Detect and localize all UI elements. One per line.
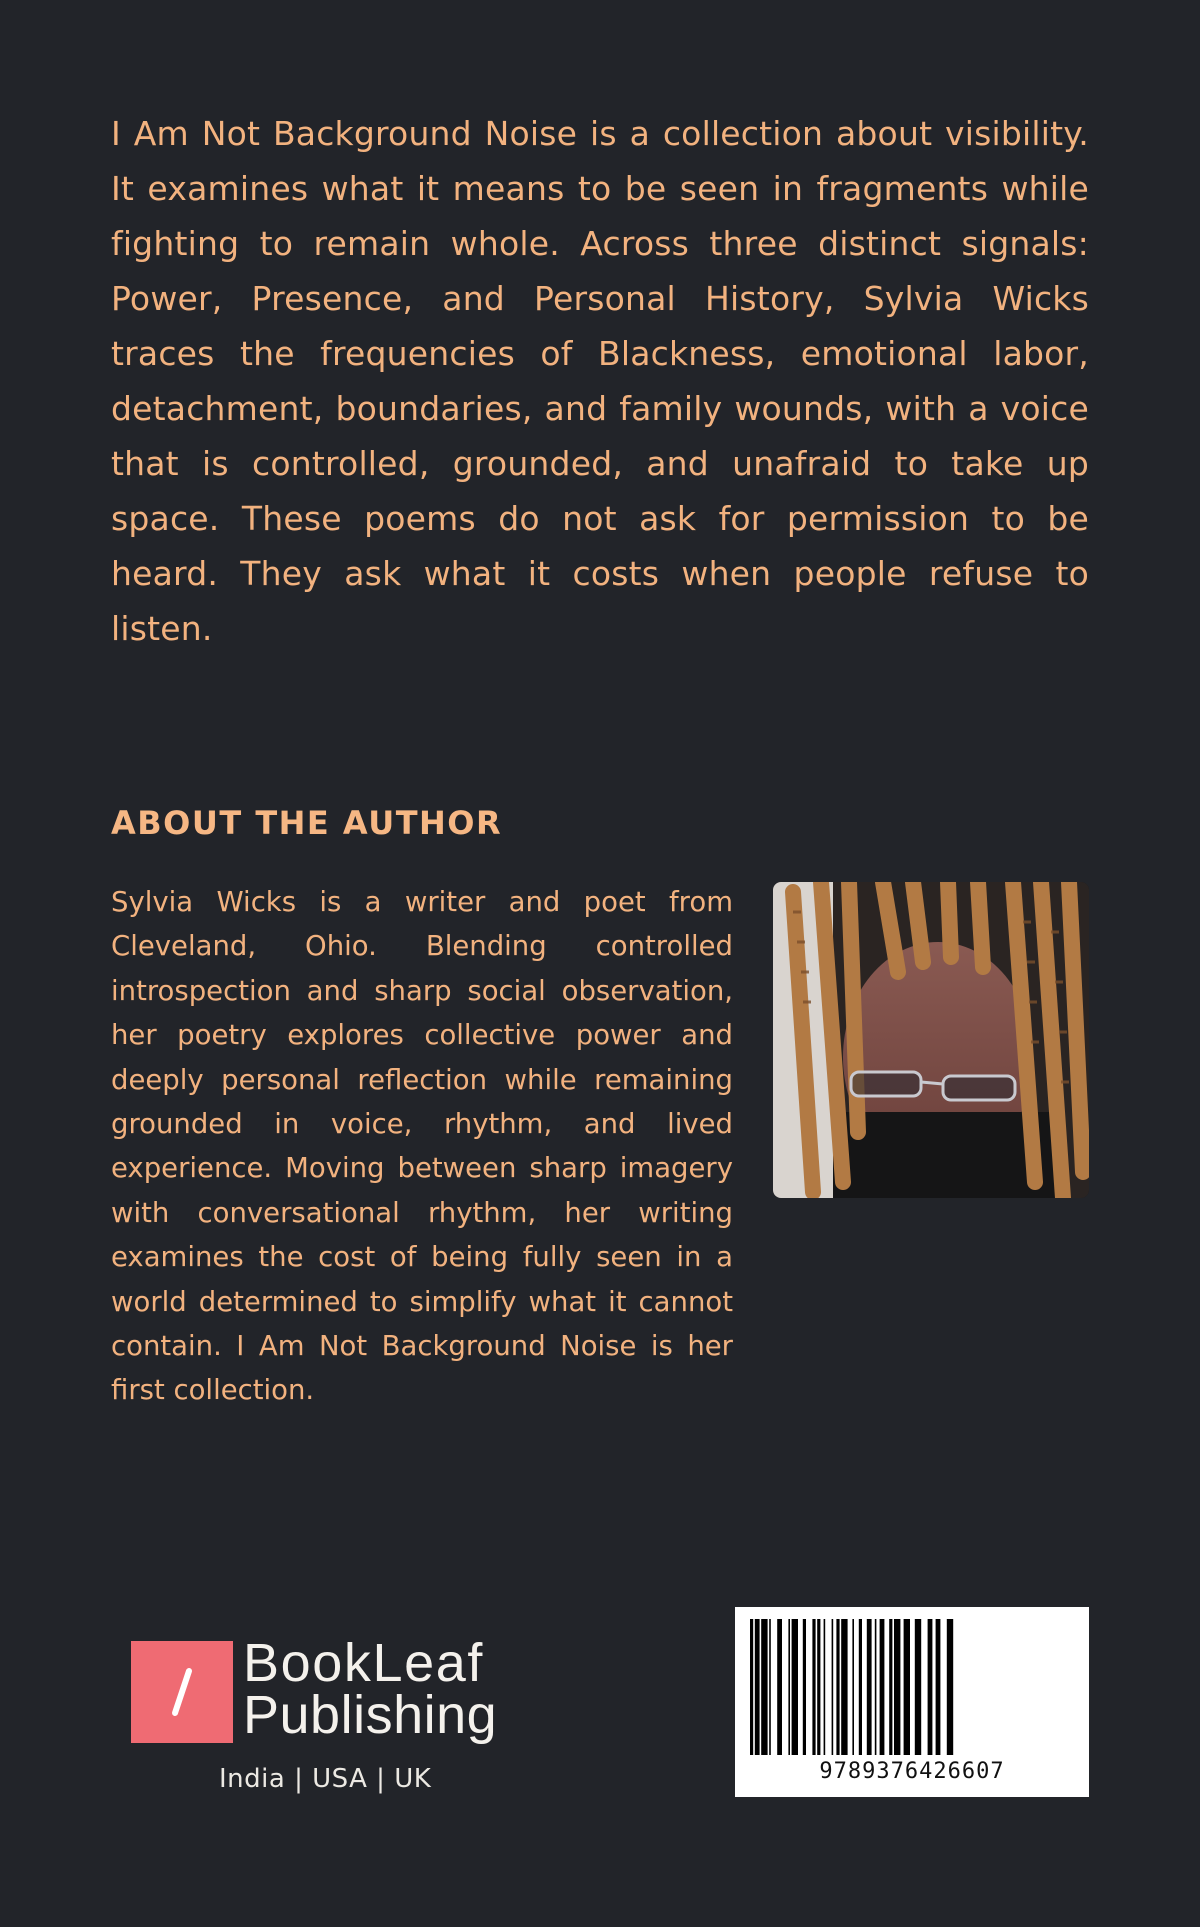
publisher-regions: India | USA | UK bbox=[219, 1764, 432, 1794]
back-cover-blurb: I Am Not Background Noise is a collection about visibility. It examines what it means to be seen in fragments while fighting to remain whole. Across three distinct signals: Power, Presence, and Personal History, Sylvia Wicks traces the frequencies of Blackness, emotional labor, detachment, boundaries, and family wounds, with a voice that is controlled, grounded, and unafraid to take up space. These poems do not ask for permission to be heard. They ask what it costs when people refuse to listen. bbox=[111, 114, 1089, 648]
publisher-logo bbox=[131, 1633, 511, 1796]
about-author-heading: ABOUT THE AUTHOR bbox=[111, 804, 503, 842]
author-portrait-illustration bbox=[773, 882, 1089, 1198]
isbn-number: 9789376426607 bbox=[819, 1759, 1005, 1784]
publisher-name-line2: Publishing bbox=[243, 1685, 498, 1745]
author-photo bbox=[773, 882, 1089, 1198]
publisher-name-line1: BookLeaf bbox=[243, 1633, 484, 1693]
isbn-barcode bbox=[735, 1607, 1089, 1797]
publisher-mark-icon bbox=[131, 1641, 233, 1743]
author-bio: Sylvia Wicks is a writer and poet from Cleveland, Ohio. Blending controlled introspection and sharp social observation, her poetry explores collective power and deeply personal reflection while remaining grounded in voice, rhythm, and lived experience. Moving between sharp imagery with conversational rhythm, her writing examines the cost of being fully seen in a world determined to simplify what it cannot contain. I Am Not Background Noise is her first collection. bbox=[111, 886, 733, 1407]
barcode-bars-icon bbox=[748, 1619, 1076, 1755]
